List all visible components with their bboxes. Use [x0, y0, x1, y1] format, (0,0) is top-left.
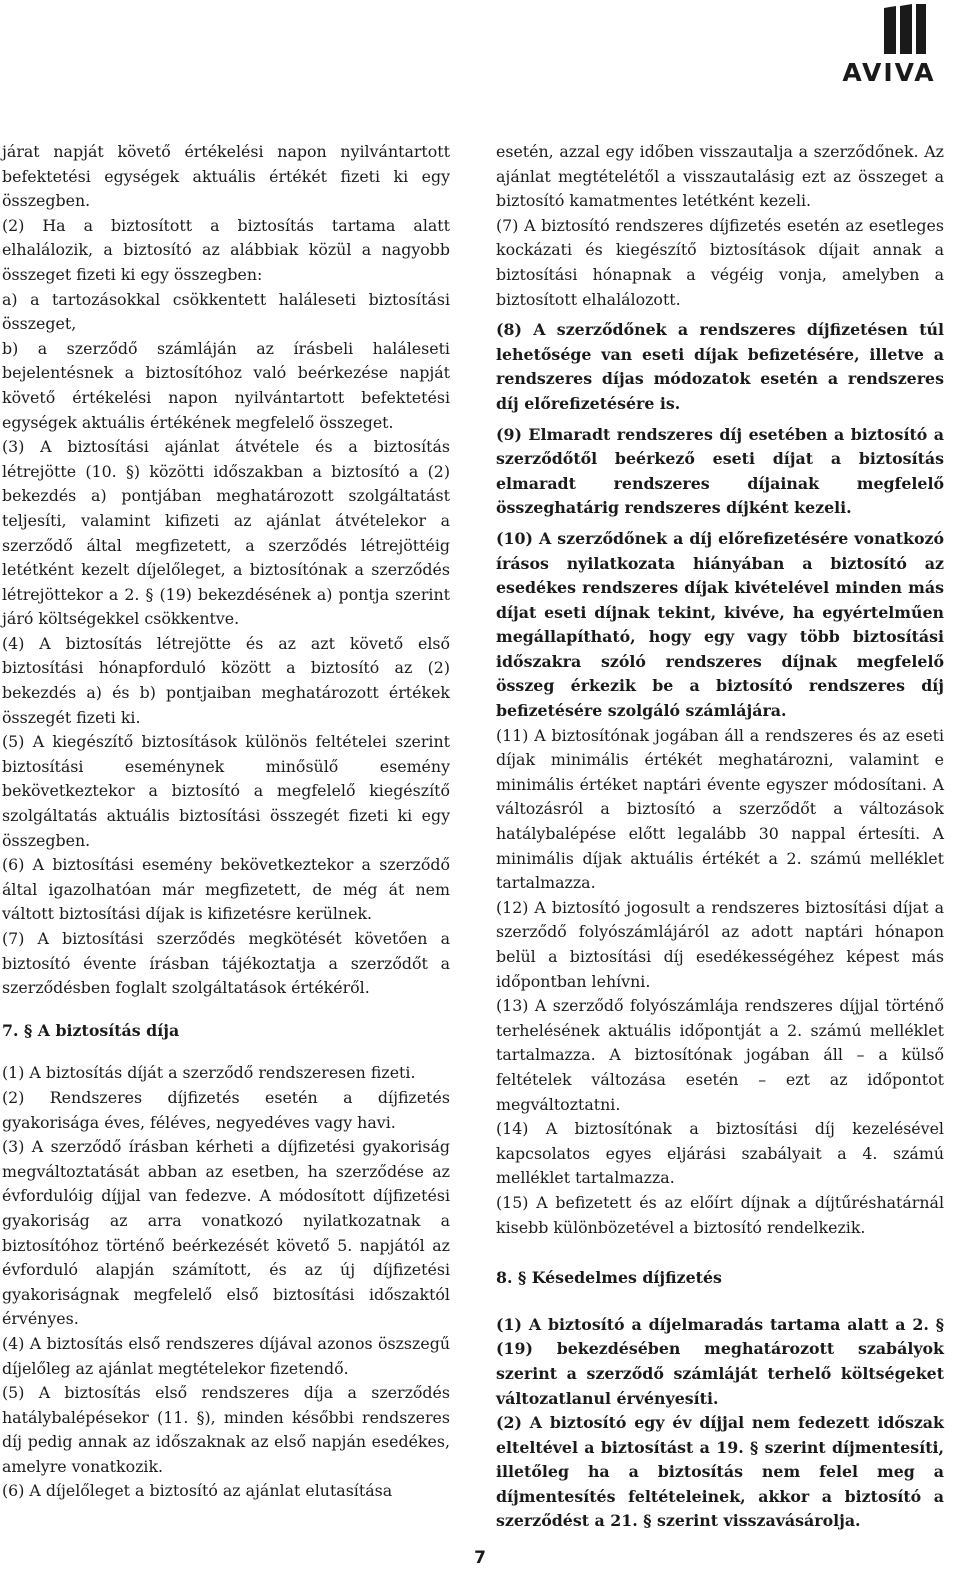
- paragraph: (14) A biztosítónak a biztosítási díj kezelésével kapcsolatos egyes eljárási szabályait a 4. számú melléklet tartalmazza.: [496, 1119, 944, 1188]
- bold-paragraph: (1) A biztosító a díjelmaradás tartama alatt a 2. § (19) bekezdésében meghatározott szabályok szerint a szerződő számláját terhelő költségeket változatlanul érvényesíti.: [496, 1314, 944, 1408]
- section-8-title: 8. § Késedelmes díjfizetés: [496, 1268, 722, 1288]
- right-column: [496, 140, 944, 1534]
- paragraph: (11) A biztosítónak jogában áll a rendszeres és az eseti díjak minimális értékét meghatározni, valamint e minimális értéket naptári évente egyszer módosítani. A változásról a biztosító a szerződőt a változások hatálybalépése előtt legalább 30 nappal értesíti. A minimális díjak aktuális értékét a 2. számú melléklet tartalmazza.: [496, 725, 944, 893]
- brand-name: AVIVA: [842, 58, 936, 87]
- aviva-logo: [834, 4, 944, 87]
- paragraph: (15) A befizetett és az előírt díjnak a díjtűréshatárnál kisebb különbözetével a biztosító rendelkezik.: [496, 1192, 944, 1237]
- paragraph: a) a tartozásokkal csökkentett haláleseti biztosítási összeget,: [2, 289, 450, 334]
- paragraph: (4) A biztosítás létrejötte és az azt követő első biztosítási hónapforduló között a biztosító az (2) bekezdés a) és b) pontjaiban meghatározott értékek összegét fizeti ki.: [2, 633, 450, 727]
- paragraph: (4) A biztosítás első rendszeres díjával azonos öszszegű díjelőleg az ajánlat megtételekor fizetendő.: [2, 1333, 450, 1378]
- paragraph: (5) A biztosítás első rendszeres díja a szerződés hatálybalépésekor (11. §), minden későbbi rendszeres díj pedig annak az időszaknak az első napján esedékes, amelyre vonatkozik.: [2, 1383, 450, 1476]
- paragraph: (6) A díjelőleget a biztosító az ajánlat elutasítása: [2, 1481, 393, 1501]
- paragraph: (3) A szerződő írásban kérheti a díjfizetési gyakoriság megváltoztatását abban az esetben, ha szerződése az évfordulóig díjjal van fedezve. A módosított díjfizetési gyakoriság az arra vonatkozó nyilatkozatnak a biztosítóhoz történő beérkezését követő 5. napjától az évforduló alapján számított, és az új díjfizetési gyakoriságnak megfelelő első biztosítási időszaktól érvényes.: [2, 1137, 450, 1329]
- paragraph: (12) A biztosító jogosult a rendszeres biztosítási díjat a szerződő folyószámlájáról az adott naptári hónapon belül a biztosítási díj esedékességéhez képest más időpontban lehívni.: [496, 897, 944, 991]
- paragraph: járat napját követő értékelési napon nyilvántartott befektetési egységek aktuális értékét fizeti ki egy összegben.: [2, 142, 450, 211]
- section-7-title: 7. § A biztosítás díja: [2, 1020, 180, 1040]
- paragraph: (7) A biztosítási szerződés megkötését követően a biztosító évente írásban tájékoztatja a szerződőt a szerződésben foglalt szolgáltatások értékéről.: [2, 929, 450, 998]
- left-column: [2, 140, 450, 1504]
- paragraph: (5) A kiegészítő biztosítások különös feltételei szerint biztosítási eseménynek minősülő esemény bekövetkeztekor a biztosító a megfelelő kiegészítő szolgáltatás aktuális biztosítási összegét fizeti ki egy összegben.: [2, 732, 450, 850]
- paragraph: (3) A biztosítási ajánlat átvétele és a biztosítás létrejötte (10. §) közötti időszakban a biztosító a (2) bekezdés a) pontjában meghatározott szolgáltatást teljesíti, valamint kifizeti az ajánlat átvételekor a szerződő által megfizetett, a szerződés létrejöttéig letétként kezelt díjelőleget, a biztosítónak a szerződés létrejöttekor a 2. § (19) bekezdésének a) pontja szerint járó költségekkel csökkentve.: [2, 437, 450, 629]
- bold-paragraph: (8) A szerződőnek a rendszeres díjfizetésen túl lehetősége van eseti díjak befizetésére, illetve a rendszeres díjas módozatok esetén a rendszeres díj előrefizetésére is.: [496, 320, 944, 413]
- bold-paragraph: (10) A szerződőnek a díj előrefizetésére vonatkozó írásos nyilatkozata hiányában a biztosító az esedékes rendszeres díjak kivételével minden más díjat eseti díjnak tekint, kivéve, ha egyértelműen megállapítható, hogy egy vagy több biztosítási időszakra szóló rendszeres díjnak megfelelő összeg érkezik be a biztosító rendszeres díj befizetésére szolgáló számlájára.: [496, 528, 944, 721]
- paragraph: b) a szerződő számláján az írásbeli haláleseti bejelentésnek a biztosítóhoz való beérkezése napját követő értékelési napon nyilvántartott befektetési egységek aktuális értékének megfelelő összeget.: [2, 338, 450, 432]
- paragraph: (2) Ha a biztosított a biztosítás tartama alatt elhalálozik, a biztosító az alábbiak közül a nagyobb összeget fizeti ki egy összegben:: [2, 215, 450, 284]
- paragraph: (7) A biztosító rendszeres díjfizetés esetén az esetleges kockázati és kiegészítő biztosítások díjait annak a biztosítási hónapnak a végéig vonja, amelyben a biztosított elhalálozott.: [496, 215, 944, 309]
- paragraph: esetén, azzal egy időben visszautalja a szerződőnek. Az ajánlat megtételétől a visszautalásig ezt az összeget a biztosító kamatmentes letétként kezeli.: [496, 142, 944, 211]
- paragraph: (13) A szerződő folyószámlája rendszeres díjjal történő terhelésének aktuális időpontját a 2. számú melléklet tartalmazza. A biztosítónak jogában áll – a külső feltételek változása esetén – ezt az időpontot megváltoztatni.: [496, 996, 944, 1114]
- page-number: 7: [474, 1548, 486, 1568]
- bold-paragraph: (9) Elmaradt rendszeres díj esetében a biztosító a szerződőtől beérkező eseti díjat a biztosítás elmaradt rendszeres díjainak megfelelő összeghatárig rendszeres díjként kezeli.: [496, 424, 944, 518]
- paragraph: (2) Rendszeres díjfizetés esetén a díjfizetés gyakorisága éves, féléves, negyedéves vagy havi.: [2, 1087, 450, 1132]
- paragraph: (1) A biztosítás díját a szerződő rendszeresen fizeti.: [2, 1063, 416, 1083]
- aviva-logo-icon: [882, 4, 928, 56]
- bold-paragraph: (2) A biztosító egy év díjjal nem fedezett időszak elteltével a biztosítást a 19. § szerint díjmentesíti, illetőleg ha a biztosítás nem felel meg a díjmentesítés feltételeinek, akkor a biztosító a szerződést a 21. § szerint visszavásárolja.: [496, 1413, 944, 1531]
- paragraph: (6) A biztosítási esemény bekövetkeztekor a szerződő által igazolhatóan már megfizetett, de még át nem váltott biztosítási díjak is kifizetésre kerülnek.: [2, 855, 450, 924]
